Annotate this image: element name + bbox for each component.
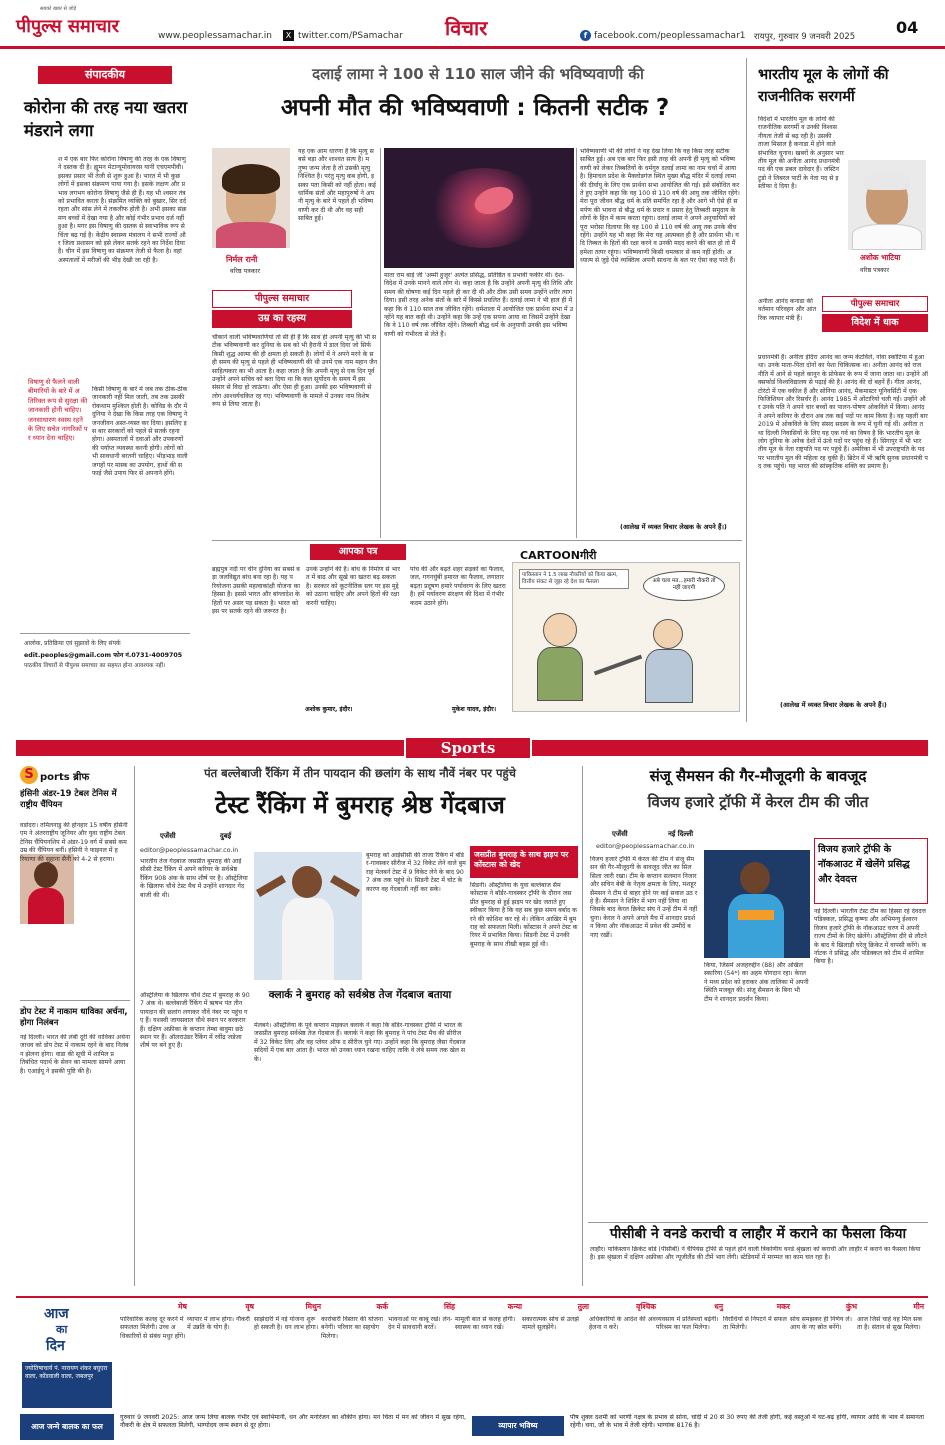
- sports-right-headline: विजय हजारे ट्रॉफी में केरल टीम की जीत: [647, 793, 869, 811]
- sign-dhanu: [656, 1302, 723, 1410]
- lead-author-name: निर्मल रानी: [226, 255, 258, 264]
- paper-logo: पीपुल्स समाचार: [16, 16, 119, 37]
- sign-meen: [857, 1302, 924, 1410]
- sports-side-body: सिडनी। ऑस्ट्रेलिया के युवा बल्लेबाज सैम कोंस्टास ने बॉर्डर-गावस्कर ट्रॉफी के दौरान जसप्रीत बुमराह से हुई झड़प पर खेद जताते हुए स्वीकार किया है कि वह सब कुछ समय बर्बाद करने की कोशिश कर रहे थे। लेकिन आखिर में बुमराह को सफलता मिली। कोंस्टास ने अपने टेस्ट करियर में प्रभावित किया। सिडनी टेस्ट में उनकी बुमराह के साथ तीखी बहस हुई थी।: [470, 882, 578, 948]
- website-link[interactable]: www.peoplessamachar.in: [158, 31, 272, 41]
- masthead: [0, 0, 945, 48]
- sports-right-side-box: विजय हजारे ट्रॉफी के नॉकआउट में खेलेंगे प्रसिद्ध और देवदत्त: [814, 838, 928, 904]
- letters-col-2: उनके उन्होंने की है। बांध के निर्माण से भारत में बाढ़ और सूखे का खतरा बढ़ सकता है। सरकार को कूटनीतिक स्तर पर इस मुद्दे को उठाना चाहिए और अपने हितों की रक्षा करनी चाहिए।: [306, 566, 401, 607]
- letters-title: आपका पत्र: [310, 544, 406, 560]
- horoscope-title-aaj: आज: [44, 1306, 69, 1322]
- cartoon-image: [512, 562, 740, 712]
- facebook-link[interactable]: facebook.com/peoplessamachar1: [594, 31, 746, 41]
- sports-main-body-3: ऑस्ट्रेलिया के खिलाफ चौथे टेस्ट में बुमराह के 907 अंक थे। बल्लेबाजी रैंकिंग में ऋषभ पंत तीन पायदान की छलांग लगाकर नौवें नंबर पर पहुंच गए हैं। यशस्वी जायसवाल चौथे स्थान पर बरकरार हैं। दक्षिण अफ्रीका के कप्तान तेम्बा बावुमा छठे स्थान पर हैं। ऑलराउंडर रैंकिंग में रवींद्र जडेजा शीर्ष पर बने हुए हैं।: [140, 992, 250, 1050]
- right-brand-box: पीपुल्स समाचार: [822, 296, 928, 312]
- right-body-col-3: प्रधानमंत्री हैं। अनीता इंदिरा आनंद का जन्म केंटविले, नोवा स्कोटिया में हुआ था। उनके माता-पिता दोनों का पेशा चिकित्सक था। अनीता आनंद को राजनीति में आने से पहले कानून के प्रोफेसर के रूप में जाना जाता था। उन्होंने ऑक्सफोर्ड विश्वविद्यालय से पढ़ाई की है। आनंद की दो बहनें हैं। गीता आनंद, टोरंटो में एक वकील हैं और सोनिया आनंद, मैकमास्टर यूनिवर्सिटी में एक फिजिशियन और रिसर्चर हैं। आनंद 1985 में ओंटारियो चली गईं। उन्होंने और उनके पति ने अपने चार बच्चों का पालन-पोषण ओकविले में किया। आनंद ने अपने करियर के दौरान अब तक कई पदों पर काम किया है। वह पहली बार 2019 में ओकविले के लिए संसद सदस्य के रूप में चुनी गई थीं। अनीता तथा दिल्ली निवासियों के लिए यह एक गर्व का विषय है कि भारतीय मूल के लोग दुनिया के अनेक देशों में ऊंचे पदों पर पहुंच रहे हैं। सिंगापुर में भी भारतीय मूल के नेता राष्ट्रपति पद पर पहुंचे हैं। अमेरिका में भी उपराष्ट्रपति के पद पर भारतीय मूल की महिला रह चुकी हैं। ब्रिटेन में भी ऋषि सुनक प्रधानमंत्री पद तक पहुंचे। यह भारत की सांस्कृतिक शक्ति का प्रमाण है।: [758, 354, 928, 471]
- sports-right-place: नई दिल्ली: [668, 830, 694, 838]
- sign-singh-label: सिंह: [444, 1302, 455, 1311]
- lead-author-role: वरिष्ठ पत्रकार: [230, 267, 260, 275]
- sports-brief-2-body: नई दिल्ली। भारत की लंबी दूरी की धाविका अर्चना जाधव को डोप टेस्ट में नाकाम रहने के बाद निलंबन झेलना होगा। वाडा की सूची में शामिल प्रतिबंधित पदार्थ के सेवन का मामला सामने आया है। एआईयू ने इसकी पुष्टि की है।: [20, 1034, 130, 1075]
- sign-singh: [388, 1302, 455, 1410]
- sign-tula-label: तुला: [577, 1302, 589, 1311]
- sports-brief-1-body: वडोदरा। तमिलनाडु की होनहार 15 वर्षीय हंसिनी एम ने अंतरराष्ट्रीय जूनियर और युवा राष्ट्रीय टेबल टेनिस चैंपियनशिप में अंडर-19 वर्ग में सबसे कम उम्र की चैंपियन बनीं। हंसिनी ने फाइनल में हरियाणा की सुहाना सैनी को 4-2 से हराया।: [20, 822, 128, 863]
- sign-vrish-text: व्यापार में लाभ होगा। नौकरी में उन्नति के योग हैं।: [187, 1316, 250, 1332]
- horoscope-signs-row: [120, 1302, 928, 1410]
- editorial-footer-1: आलोक, प्रतिक्रिया एवं सुझावों के लिए संपर्क: [24, 640, 121, 647]
- facebook-icon: f: [580, 30, 591, 41]
- sports-main-kicker: पंत बल्लेबाजी रैंकिंग में तीन पायदान की छलांग के साथ नौवें नंबर पर पहुंचे: [204, 766, 516, 780]
- lead-byline-note: (आलेख में व्यक्त विचार लेखक के अपने हैं।): [620, 523, 727, 531]
- sports-side-box: जसप्रीत बुमराह के साथ झड़प पर कोंस्टास को खेद: [470, 846, 578, 878]
- twitter-icon: X: [283, 30, 294, 41]
- editorial-pullquote: विषाणु से फैलने वाली बीमारियों के बारे में अतिरिक्त रूप से सुरक्षा की जानकारी होनी चाहिए। जनसाधारण स्वस्थ रहने के लिए सचेत नागरिकों पर ध्यान देना चाहिए।: [28, 378, 88, 443]
- sign-kanya: [455, 1302, 522, 1410]
- sports-bottom-body: लाहौर। पाकिस्तान क्रिकेट बोर्ड (पीसीबी) ने चैंपियंस ट्रॉफी से पहले होने वाली त्रिकोणीय वनडे श्रृंखला को कराची और लाहौर में कराने का फैसला किया है। इस श्रृंखला में दक्षिण अफ्रीका और न्यूजीलैंड की टीमें भाग लेंगी। स्टेडियमों में मरम्मत का काम चल रहा है।: [590, 1246, 921, 1262]
- sports-bottom-headline: पीसीबी ने वनडे कराची व लाहौर में कराने का फैसला किया: [609, 1226, 907, 1242]
- sports-brief-2-title: डोप टेस्ट में नाकाम धाविका अर्चना, होगा निलंबन: [20, 1006, 128, 1027]
- sign-kanya-label: कन्या: [507, 1302, 522, 1311]
- right-topic-box: विदेश में धाक: [822, 314, 928, 332]
- horoscope-astrologer: ज्योतिषाचार्य पं. नारायण शंकर बघुएरा वाला, कोंडवाली वाला, जबलपुर: [22, 1362, 112, 1408]
- sign-meen-text: आज जिसे चाहें वह मिल सकता है। संतान से सुख मिलेगा।: [857, 1316, 923, 1332]
- cartoon-speech-bubble: अबे चला मत...हमारी नौकरी तो नहीं जाएगी: [643, 571, 725, 601]
- letters-col-3: पांच की और बढ़ते शहर सड़कों का फैलाव, जल, गगनचुंबी इमारत का फैलाव, लगातार बढ़ता प्रदूषण हमारे पर्यावरण के लिए खतरा है। हमें पर्यावरण संरक्षण की दिशा में गंभीर कदम उठाने होंगे।: [410, 566, 506, 607]
- page-number: 04: [896, 18, 919, 37]
- sign-vrish-label: वृष: [245, 1302, 254, 1311]
- horoscope-section: [16, 1296, 928, 1442]
- sports-right-agency: एजेंसी: [612, 830, 628, 838]
- letters-author-1: अशोक कुमार, इंदौर।: [305, 706, 353, 713]
- cartoon-title: CARTOONगीरी: [520, 549, 597, 562]
- sports-main-headline: टेस्ट रैंकिंग में बुमराह श्रेष्ठ गेंदबाज: [215, 791, 505, 819]
- sign-tula-text: सकारात्मक सोच से उलझे मामले सुलझेंगे।: [522, 1316, 579, 1332]
- sign-mithun-text: साझेदारी में नई योजना शुरू हो सकती है। धन लाभ होगा।: [254, 1316, 319, 1332]
- editorial-body-text-2: किसी विषाणु के बारे में जब तक ठीक-ठीक जानकारी नहीं मिल जाती, तब तक उसकी रोकथाम मुश्किल होती है। कोविड के दौर में दुनिया ने देखा कि किस तरह एक विषाणु ने जनजीवन अस्त-व्यस्त कर दिया। इसलिए इस बार सरकारों को पहले से सतर्क रहना होगा। अस्पतालों में दवाओं और उपकरणों की पर्याप्त व्यवस्था करनी होगी। लोगों को भी सावधानी बरतनी चाहिए। भीड़भाड़ वाली जगहों पर मास्क का उपयोग, हाथों की सफाई जैसे उपाय फिर से अपनाने होंगे।: [92, 386, 188, 478]
- sign-mesh-text: पारिवारिक कलह दूर करने में सफलता मिलेगी। उच्च अधिकारियों से संबंध मधुर होंगे।: [120, 1316, 186, 1340]
- lead-body-col-3: चौकाने वाली भविष्यवाणियां तो सी ही हैं कि साथ ही अपनी मृत्यु की भी सटीक भविष्यवाणी कर दुनिया के सब को भी हैरानी में डाल दिया जो सिर्फ किसी शुद्ध आत्मा की ही क्षमता हो सकती है। लोगों में ने अपने मरने के सही समय की मृत्यु से पहले ही भविष्यवाणी की थी उनमें एक नाम महान जैन साहित्यकार का भी आता है। कहा जाता है कि अपनी मृत्यु से एक दिन पूर्व उन्होंने अपने सचिव को बता दिया था कि कल सूर्योदय के समय मैं इस संसार से विदा हो जाऊंगा। और ऐसा ही हुआ। उनकी इस भविष्यवाणी से लोग आश्चर्यचकित रह गए। भविष्यवाणी के मामले में उनका नाम विशेष रूप से लिया जाता है।: [212, 334, 378, 409]
- sign-mesh: [120, 1302, 187, 1410]
- lead-kicker: दलाई लामा ने 100 से 110 साल जीने की भविष्यवाणी की: [312, 65, 644, 83]
- sports-main-body-1: भारतीय तेज गेंदबाज जसप्रीत बुमराह की आईसीसी टेस्ट रैंकिंग में अपने करियर के सर्वश्रेष्ठ रैंकिंग 908 अंक के साथ शीर्ष पर है। ऑस्ट्रेलिया के खिलाफ चौथे टेस्ट मैच में उन्होंने शानदार गेंदबाजी की थी।: [140, 858, 248, 899]
- editorial-column: [20, 56, 190, 722]
- editorial-footer-disclaimer: पाठकीय विचारों से पीपुल्स समाचार का सहमत होना आवश्यक नहीं।: [24, 663, 166, 669]
- twitter-link[interactable]: twitter.com/PSamachar: [298, 31, 403, 41]
- sign-kark-label: कर्क: [376, 1302, 388, 1311]
- right-author-role: वरिष्ठ पत्रकार: [860, 267, 889, 274]
- horoscope-bottom-left: आज जन्मे बालक का फल: [20, 1414, 114, 1440]
- sign-dhanu-label: धनु: [714, 1302, 723, 1311]
- sports-banner: Sports: [404, 736, 532, 760]
- sign-vrish: [187, 1302, 254, 1410]
- lead-brand-box: पीपुल्स समाचार: [212, 290, 352, 308]
- sign-mithun: [254, 1302, 321, 1410]
- right-author-photo: [848, 160, 926, 250]
- sports-main-place: दुबई: [220, 832, 232, 840]
- sign-kumbh-text: सोच समझकर ही निर्णय लें। आय के नए स्रोत बनेंगे।: [790, 1316, 852, 1332]
- sports-main-email: editor@peoplessamachar.co.in: [140, 846, 239, 854]
- sign-makar-text: विरोधियों से निपटने में सफलता मिलेगी।: [723, 1316, 787, 1332]
- sign-meen-label: मीन: [913, 1302, 924, 1311]
- sports-right-kicker: संजू सैमसन की गैर-मौजूदगी के बावजूद: [649, 767, 867, 785]
- horoscope-trade-text: पौष शुक्ल दशमी को भरणी नक्षत्र के प्रभाव से सोना, चांदी में 20 से 30 रुपए की तेजी होगी, कई वस्तुओं में घट-बढ़ होगी, व्यापार आदि के भाव में समानता रहेगी। चना, जौ के भाव में तेजी रहेगी। भाग्यांक 8176 है।: [570, 1414, 924, 1430]
- sports-right-email: editor@peoplessamachar.co.in: [596, 842, 695, 850]
- horoscope-title-ka: का: [56, 1323, 68, 1336]
- lead-body-col-1: यह एक आम धारणा है कि मृत्यु सबसे बड़ा और शाश्वत सत्य है। मनुष्य जन्म लेता है तो उसकी मृत्यु निश्चित है। परंतु मृत्यु कब होगी, इसका पता किसी को नहीं होता। कई धार्मिक संतों और महापुरुषों ने अपनी मृत्यु के बारे में पहले ही भविष्यवाणी कर दी थी और वह सही साबित हुई।: [298, 148, 376, 223]
- sign-kark: [321, 1302, 388, 1410]
- sports-main-photo: [254, 852, 362, 980]
- sign-vrishchik-text: अधिकारियों के आदेश की अवहेलना न करें।: [589, 1316, 656, 1332]
- dateline: रायपुर, गुरुवार 9 जनवरी 2025: [754, 32, 856, 42]
- sign-dhanu-text: व्यवसाय में प्रतिस्पर्धा बढ़ेगी। परिश्रम का फल मिलेगा।: [656, 1316, 719, 1332]
- paper-tagline: सबको खबर से जोड़े: [40, 6, 77, 12]
- sign-kumbh: [790, 1302, 857, 1410]
- lead-topic-box: उम्र का रहस्य: [212, 310, 352, 328]
- right-body-col-1: विदेशों में भारतीय मूल के लोगों की राजनीतिक सरगर्मी व उनकी विश्वसनीयता तेजी से बढ़ रही है। उसकी ताजा मिसाल है कनाडा में होने वाले संभावित चुनाव। खबरों के अनुसार भारतीय मूल की अनीता आनंद प्रधानमंत्री पद की एक प्रबल दावेदार हैं। जस्टिन ट्रूडो ने लिबरल पार्टी के नेता पद से इस्तीफा दे दिया है।: [758, 116, 844, 191]
- editorial-footer-email: edit.peoples@gmail.com फोन नं.0731-4009705: [24, 652, 183, 659]
- editorial-headline: कोरोना की तरह नया खतरा मंडराने लगा: [24, 98, 188, 140]
- lead-body-col-2: माता राम बाई जी 'अम्मी हुजूर' अत्यंत प्रसिद्ध, प्रतिष्ठित व प्रभावी फकीर थीं। देश-विदेश में उनके मानने वाले लोग थे। कहा जाता है कि उन्होंने अपनी मृत्यु की तिथि और समय की घोषणा कई दिन पहले ही कर दी थी और ठीक उसी समय उन्होंने शरीर त्याग दिया। इसी तरह अनेक संतों के बारे में किस्से प्रचलित हैं। दलाई लामा ने भी हाल ही में कहा कि वे 110 साल तक जीवित रहेंगे। धर्मशाला में आयोजित एक प्रार्थना सभा में उन्होंने यह बात कही थी। उन्होंने कहा कि उन्हें एक सपना आया था जिसमें उन्होंने देखा कि वे 110 वर्ष तक जीवित रहेंगे। तिब्बती बौद्ध धर्म के अनुयायी उनकी इस भविष्यवाणी को गंभीरता से लेते हैं।: [384, 272, 573, 338]
- sign-makar: [723, 1302, 790, 1410]
- lead-photo: [384, 148, 574, 268]
- sign-singh-text: भावनाओं पर काबू रखें। लेन-देन में सावधानी बरतें।: [388, 1316, 453, 1332]
- sign-tula: [522, 1302, 589, 1410]
- sign-mithun-label: मिथुन: [305, 1302, 321, 1311]
- sign-kanya-text: मामूली बात से कलह होगी। स्वास्थ्य का ध्यान रखें।: [455, 1316, 516, 1332]
- sports-right-body-2: किया, जिसमें अजहरुद्दीन (88) और अखिल स्कारिया (54*) का अहम योगदान रहा। केरल ने मध्य प्रदेश को हराकर अंक तालिका में अपनी स्थिति मजबूत की। संजू सैमसन के बिना भी टीम ने शानदार प्रदर्शन किया।: [704, 962, 809, 1003]
- sports-main-agency: एजेंसी: [160, 832, 176, 840]
- letters-author-2: मुकेश यादव, इंदौर।: [452, 706, 497, 713]
- letters-col-1: ब्रह्मपुत्र नदी पर चीन दुनिया का सबसे बड़ा जलविद्युत बांध बना रहा है। यह परियोजना उसकी महत्वाकांक्षी योजना का हिस्सा है। इससे भारत और बांग्लादेश के हितों पर असर पड़ सकता है। भारत को इस पर सतर्क रहने की जरूरत है।: [212, 566, 300, 616]
- sports-right-photo: [704, 850, 810, 958]
- sports-brief-1-title: हंसिनी अंडर-19 टेबल टेनिस में राष्ट्रीय चैंपियन: [20, 788, 117, 809]
- horoscope-bottom-text: गुरुवार 9 जनवरी 2025: आज जन्म लिया बालक गंभीर एवं स्वाभिमानी, धन और मनोरंजन का शौकीन होगा। मन चिंता में मन को जीवन में सुख रहेगा, नौकरी के क्षेत्र में सफलता मिलेगी, भाग्योदय जन्म स्थान से दूर होगा।: [120, 1414, 466, 1430]
- editorial-tag: संपादकीय: [38, 66, 172, 84]
- sign-vrishchik-label: वृश्चिक: [636, 1302, 656, 1311]
- sports-sub-body: मेलबर्न। ऑस्ट्रेलिया के पूर्व कप्तान माइकल क्लार्क ने कहा कि बॉर्डर-गावस्कर ट्रॉफी में भारत के जसप्रीत बुमराह सर्वश्रेष्ठ तेज गेंदबाज हैं। क्लार्क ने कहा कि बुमराह ने पांच टेस्ट मैच की सीरीज में 32 विकेट लिए और वह प्लेयर ऑफ द सीरीज चुने गए। उन्होंने कहा कि बुमराह जैसा गेंदबाज सदियों में एक बार आता है। भारत को उनका ध्यान रखना चाहिए ताकि वे लंबे समय तक खेल सकें।: [254, 1022, 466, 1063]
- right-headline: भारतीय मूल के लोगों की राजनीतिक सरगर्मी: [758, 67, 889, 105]
- sports-brief-logo: S: [20, 766, 38, 784]
- sign-kumbh-label: कुंभ: [845, 1302, 857, 1311]
- horoscope-title-din: दिन: [46, 1338, 65, 1354]
- sports-right-body-1: विजय हजारे ट्रॉफी में केरल की टीम ने संजू सैमसन की गैर-मौजूदगी के बावजूद जीत का सिलसिला जारी रखा। टीम के कप्तान सलमान निजार और सचिन बेबी के नेतृत्व क्षमता के लिए, मशहूर सैमसन ने टीम से बाहर होने पर कई सवाल उठ रहे हैं। सैमसन ने शिविर में भाग नहीं लिया था जिसके बाद केरल क्रिकेट संघ ने उन्हें टीम में नहीं चुना। केरल ने अपने अगले मैच में शानदार प्रदर्शन किया और नॉकआउट में प्रवेश की उम्मीदें बनाए रखीं।: [590, 856, 698, 939]
- sports-brief-label: ports ब्रीफ: [40, 772, 90, 783]
- sign-vrishchik: [589, 1302, 656, 1410]
- sign-makar-label: मकर: [776, 1302, 790, 1311]
- lead-headline: अपनी मौत की भविष्यवाणी : कितनी सटीक ?: [280, 95, 670, 121]
- section-title: विचार: [445, 16, 488, 40]
- sports-main-body-2: बुमराह को आईसीसी की ताजा रैंकिंग में बॉर्डर-गावस्कर सीरीज में 32 विकेट लेने वाले बुमराह मेलबर्न टेस्ट में 9 विकेट लेने के बाद 907 अंक तक पहुंचे थे। सिडनी टेस्ट में चोट के कारण वह गेंदबाजी नहीं कर सके।: [366, 852, 466, 893]
- cartoon-caption: पाकिस्तान ने 1.5 लाख नौकरियों को किया खत्म, वित्तीय संकट से जूझ रहे देश का फैसला: [519, 569, 629, 589]
- sign-mesh-label: मेष: [178, 1302, 187, 1311]
- right-byline-note: (आलेख में व्यक्त विचार लेखक के अपने हैं।): [780, 701, 887, 709]
- horoscope-trade-label: व्यापार भविष्य: [472, 1416, 564, 1436]
- sign-kark-text: कारोबारी विस्तार की योजना बनेगी। परिवार का सहयोग मिलेगा।: [321, 1316, 383, 1340]
- right-body-col-2: अनीता आनंद कनाडा की वर्तमान परिवहन और आंतरिक व्यापार मंत्री हैं।: [758, 298, 817, 322]
- sports-sub-headline: क्लार्क ने बुमराह को सर्वश्रेष्ठ तेज गेंदबाज बताया: [268, 989, 452, 1001]
- sports-right-side-body: नई दिल्ली। भारतीय टेस्ट टीम का हिस्सा रहे देवदत्त पडिक्कल, प्रसिद्ध कृष्णा और अभिमन्यु ईश्वरन विजय हजारे ट्रॉफी के नॉकआउट चरण में अपनी राज्य टीमों के लिए खेलेंगे। ऑस्ट्रेलिया दौरे से लौटने के बाद ये खिलाड़ी घरेलू क्रिकेट में वापसी करेंगे। कर्नाटक ने प्रसिद्ध और पडिक्कल को टीम में शामिल किया है।: [814, 908, 927, 966]
- lead-body-col-4: भविष्यवाणी भी की लोगों ने यह देख लिया कि वह किस तरह सटीक साबित हुई। अब एक बार फिर इसी तरह की अपनी ही मृत्यु को भविष्यवाणी को लेकर तिब्बतियों के धर्मगुरु दलाई लामा का नाम चर्चा में आया है। हिमाचल प्रदेश के मैक्लोडगंज स्थित मुख्य बौद्ध मंदिर में दलाई लामा की दीर्घायु के लिए एक प्रार्थना सभा आयोजित की गई। इसे संबोधित करते हुए उन्होंने कहा कि वह 100 से 110 वर्ष की आयु तक जीवित रहेंगे। मेरा पूरा जीवन बौद्ध धर्म के प्रति समर्पित रहा है और आगे भी ऐसे ही समर्पण की भावना से बौद्ध धर्म के प्रचार व प्रसार हेतु तिब्बती समुदाय के लोगों के हित में काम करता रहूंगा। दलाई लामा ने अपने अनुयायियों को पूरा भरोसा दिलाया कि वह 100 से 110 वर्ष की आयु तक उनके बीच रहेंगे। उन्होंने यह भी कहा कि मेरा यह आत्मबल ही है और प्रार्थना भी। यदि तिब्बत के हितों की रक्षा करने व उनकी मदद करने की बात हो तो मैं हमेशा तत्पर रहूंगा। भविष्यवाणी किसी चमत्कार से कम नहीं होती। अध्यात्म से जुड़े ऐसे व्यक्तित्व अपनी साधना के बल पर ऐसा कह पाते हैं।: [580, 148, 740, 265]
- editorial-body-text: श में एक बार फिर कोरोना विषाणु की तरह के एक विषाणु ने दस्तक दी है। ह्यूमन मेटान्यूमोवायरस यानी एचएमपीवी। इसका प्रसार भी तेजी से शुरू हुआ है। भारत में भी कुछ लोगों में इसका संक्रमण पाया गया है। इसके लक्षण और प्रभाव लगभग कोरोना विषाणु जैसे ही हैं। यह भी श्वसन तंत्र को प्रभावित करता है। संक्रमित व्यक्ति को बुखार, सिर दर्द रहता और सांस लेने में तकलीफ होती है। अभी इसका संक्रमण बच्चों में देखा गया है और कोई गंभीर प्रभाव दर्ज नहीं हुआ है। मगर इस विषाणु की दस्तक से स्वाभाविक रूप से चिंता बढ़ गई है। केंद्रीय स्वास्थ्य मंत्रालय ने सभी राज्यों और जिला प्रशासन को इसे लेकर सतर्क रहने का निर्देश दिया है। चीन में इस विषाणु का संक्रमण तेजी से फैला है। वहां अस्पतालों में मरीजों की भीड़ देखी जा रही है।: [58, 156, 187, 264]
- author-photo: [212, 148, 290, 248]
- right-author-name: अशोक भाटिया: [860, 253, 901, 262]
- horoscope-title-box: [20, 1302, 116, 1360]
